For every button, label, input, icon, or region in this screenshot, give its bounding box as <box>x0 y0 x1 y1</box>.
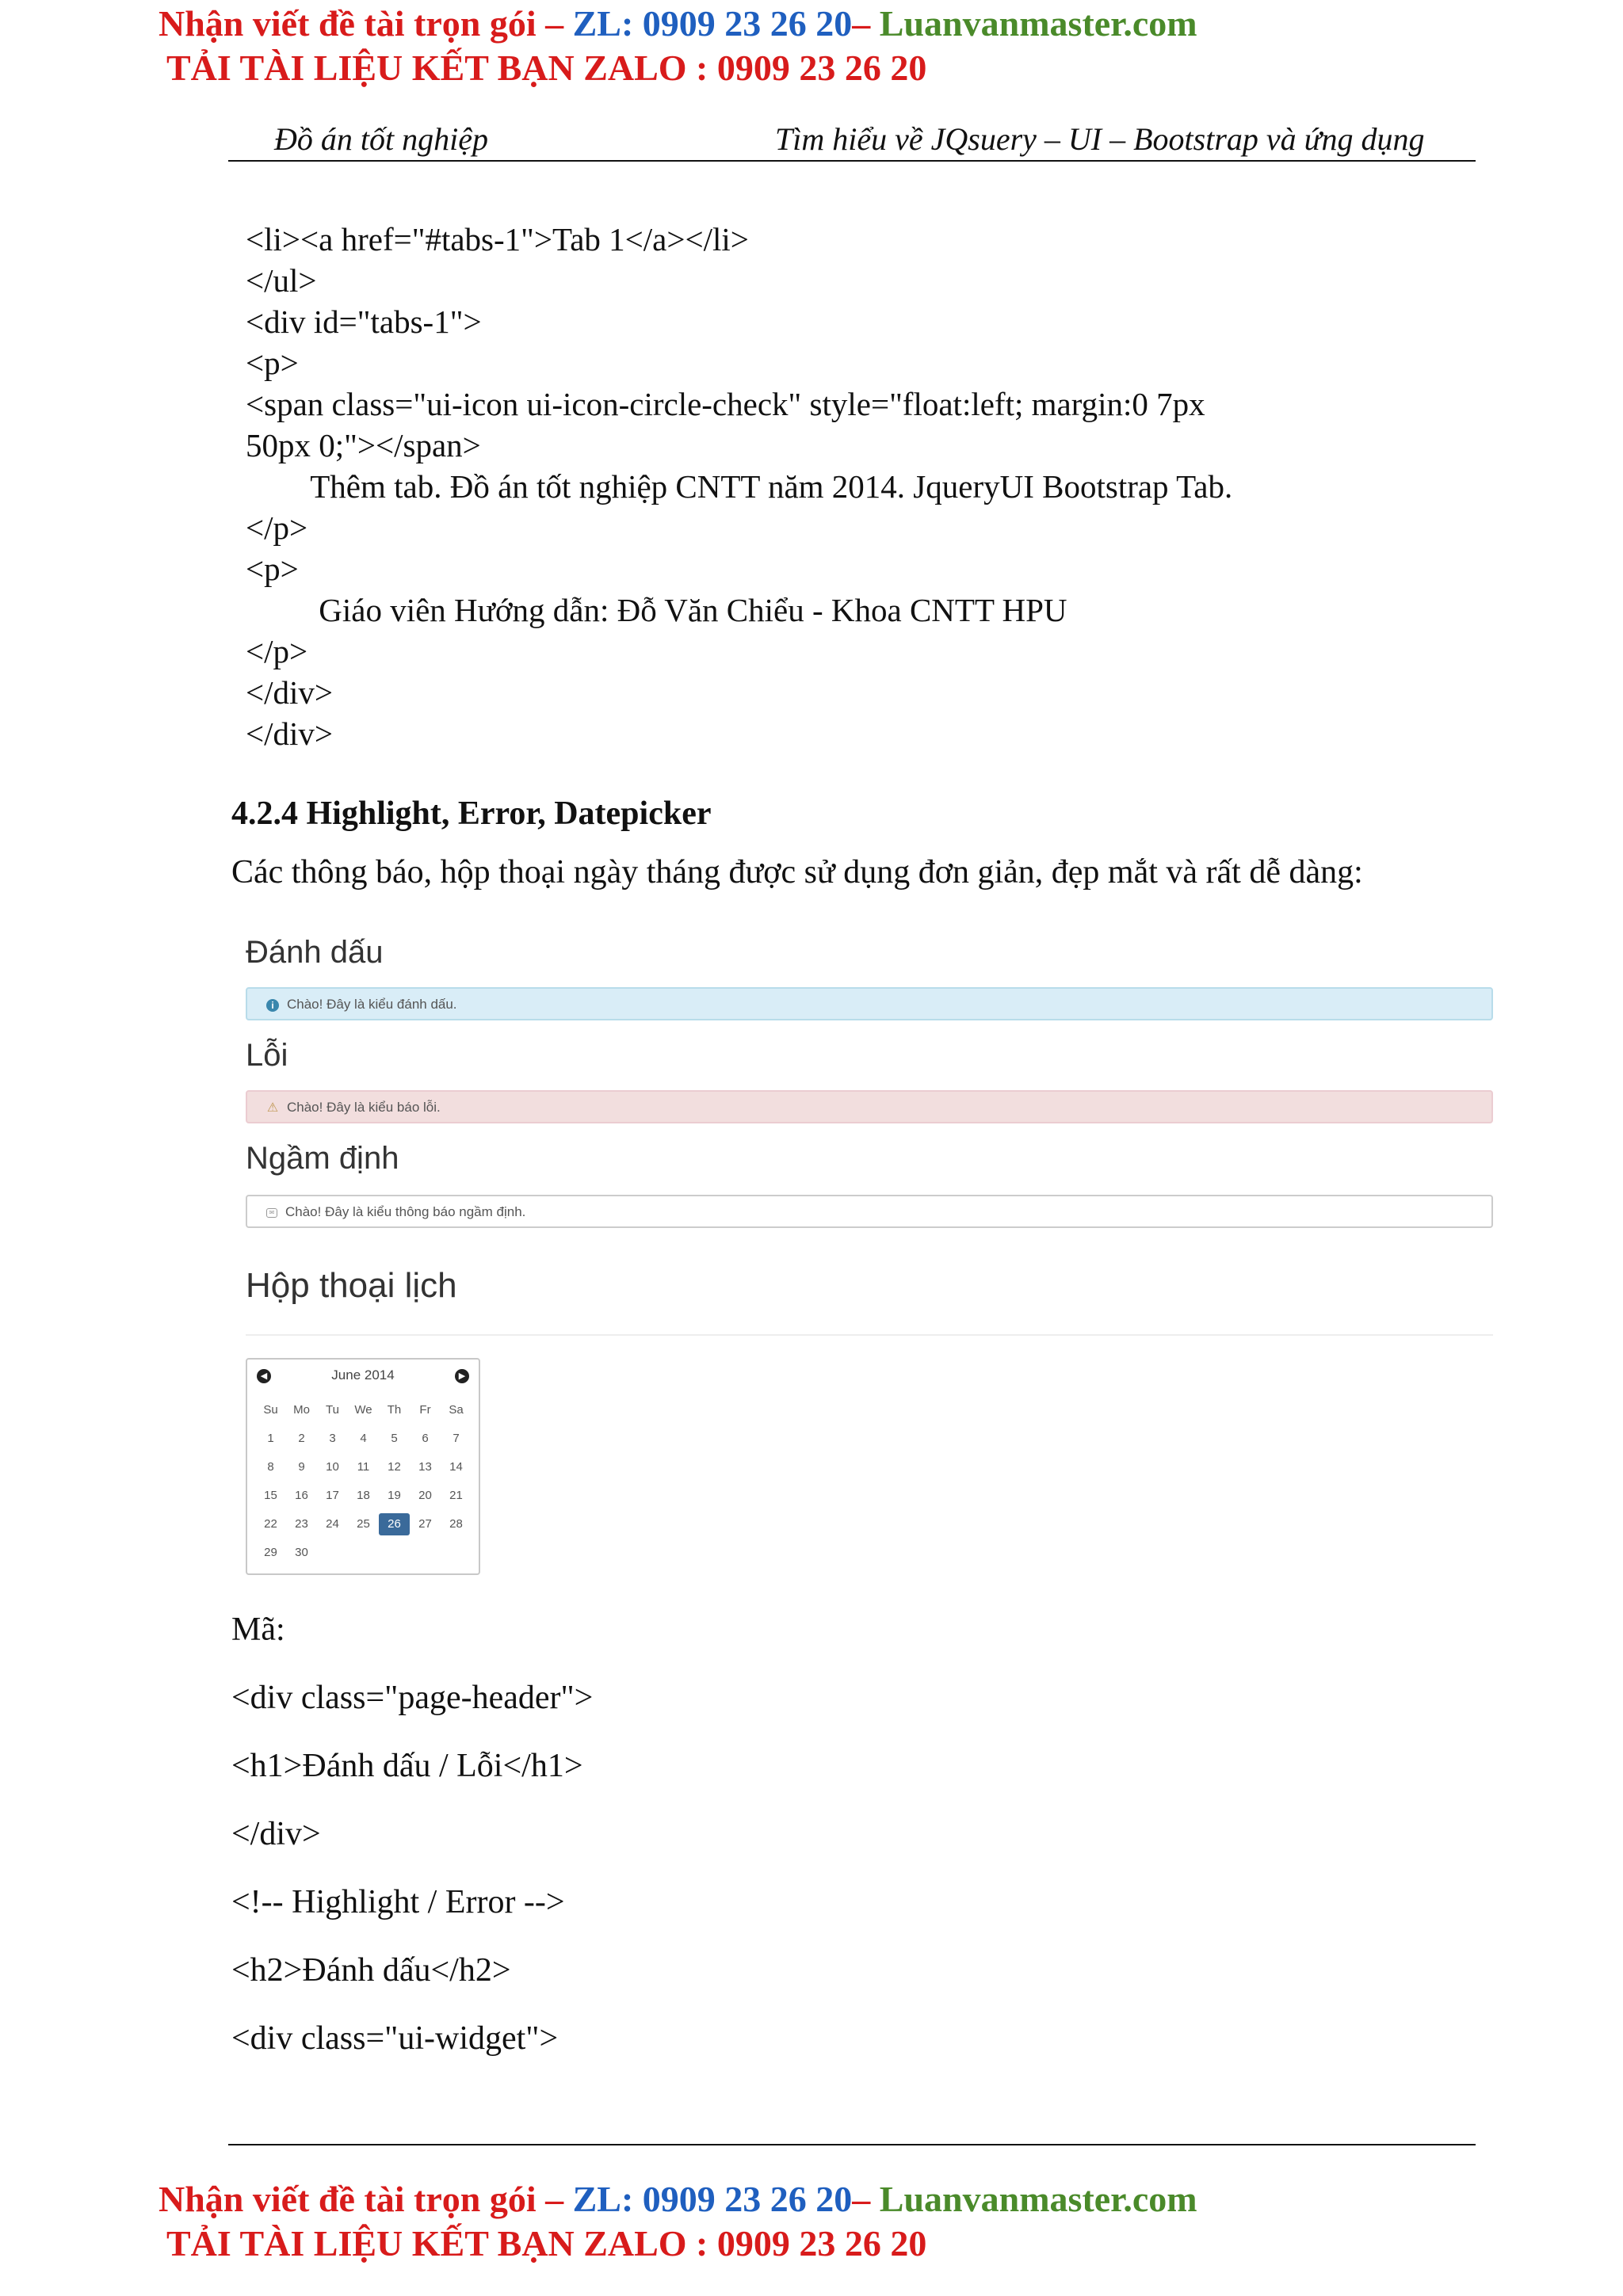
datepicker-weekday: We <box>354 1403 372 1417</box>
datepicker-empty-cell <box>441 1539 472 1567</box>
code-line: Giáo viên Hướng dẫn: Đỗ Văn Chiểu - Khoa CNTT HPU <box>246 592 1067 628</box>
header-rule <box>228 160 1476 162</box>
banner-zalo-number: ZL: 0909 23 26 20 <box>572 3 853 44</box>
code-line: </ul> <box>246 262 317 299</box>
datepicker-day[interactable]: 30 <box>295 1546 308 1559</box>
datepicker <box>246 1358 480 1575</box>
datepicker-day[interactable]: 7 <box>453 1432 460 1445</box>
banner-service-text: Nhận viết đề tài trọn gói <box>158 2179 537 2219</box>
code-line: <span class="ui-icon ui-icon-circle-check" style="float:left; margin:0 7px <box>246 386 1205 422</box>
bottom-banner-line2: TẢI TÀI LIỆU KẾT BẠN ZALO : 0909 23 26 20 <box>166 2223 927 2264</box>
next-month-icon[interactable]: ▶ <box>455 1369 469 1383</box>
datepicker-week-row <box>255 1510 472 1539</box>
datepicker-weekday: Mo <box>293 1403 310 1417</box>
highlight-alert <box>246 987 1493 1020</box>
datepicker-day[interactable]: 29 <box>264 1546 277 1559</box>
code-line: <!-- Highlight / Error --> <box>231 1884 565 1920</box>
section-intro: Các thông báo, hộp thoại ngày tháng được sử dụng đơn giản, đẹp mắt và rất dễ dàng: <box>231 854 1363 891</box>
code-line: <div class="ui-widget"> <box>231 2020 559 2057</box>
datepicker-day[interactable]: 14 <box>449 1460 463 1474</box>
datepicker-empty-cell <box>379 1539 410 1567</box>
datepicker-day[interactable]: 17 <box>326 1489 339 1502</box>
bottom-banner-line1 <box>158 2177 1197 2222</box>
datepicker-day[interactable]: 19 <box>388 1489 401 1502</box>
code-line: </p> <box>246 633 308 669</box>
comment-icon: ✉ <box>266 1208 277 1218</box>
prev-month-icon[interactable]: ◀ <box>257 1369 271 1383</box>
banner-website-link[interactable]: Luanvanmaster.com <box>879 2179 1197 2219</box>
datepicker-day[interactable]: 20 <box>418 1489 432 1502</box>
datepicker-empty-cell <box>317 1539 348 1567</box>
datepicker-day[interactable]: 10 <box>326 1460 339 1474</box>
datepicker-weekday: Tu <box>326 1403 339 1417</box>
default-message: Chào! Đây là kiểu thông báo ngầm định. <box>285 1204 526 1219</box>
datepicker-day[interactable]: 9 <box>298 1460 305 1474</box>
default-alert <box>246 1195 1493 1228</box>
datepicker-day[interactable]: 3 <box>329 1432 336 1445</box>
datepicker-header <box>247 1366 479 1390</box>
datepicker-empty-cell <box>348 1539 379 1567</box>
top-banner-line2: TẢI TÀI LIỆU KẾT BẠN ZALO : 0909 23 26 20 <box>166 48 927 88</box>
datepicker-selected-day[interactable]: 26 <box>379 1513 410 1535</box>
highlight-title: Đánh dấu <box>246 935 384 970</box>
running-header-right: Tìm hiểu về JQsuery – UI – Bootstrap và ứng dụng <box>775 121 1425 157</box>
banner-dash: – <box>852 2179 880 2219</box>
code-line: </div> <box>246 674 334 711</box>
banner-service-text: Nhận viết đề tài trọn gói <box>158 3 537 44</box>
banner-website-link[interactable]: Luanvanmaster.com <box>879 3 1197 44</box>
info-icon: i <box>266 999 279 1012</box>
datepicker-day[interactable]: 15 <box>264 1489 277 1502</box>
datepicker-grid <box>255 1396 472 1567</box>
datepicker-day[interactable]: 27 <box>418 1517 432 1531</box>
datepicker-week-row <box>255 1482 472 1510</box>
datepicker-day[interactable]: 23 <box>295 1517 308 1531</box>
datepicker-day[interactable]: 1 <box>267 1432 274 1445</box>
datepicker-day[interactable]: 25 <box>357 1517 370 1531</box>
warning-icon: ⚠ <box>266 1100 279 1115</box>
datepicker-week-row <box>255 1453 472 1482</box>
datepicker-weekday: Sa <box>449 1403 464 1417</box>
error-title: Lỗi <box>246 1038 288 1073</box>
highlight-message: Chào! Đây là kiểu đánh dấu. <box>287 997 457 1012</box>
datepicker-weekday: Th <box>387 1403 402 1417</box>
code-line: Thêm tab. Đồ án tốt nghiệp CNTT năm 2014. JqueryUI Bootstrap Tab. <box>246 468 1233 505</box>
datepicker-day[interactable]: 24 <box>326 1517 339 1531</box>
datepicker-day[interactable]: 2 <box>298 1432 305 1445</box>
code-line: </div> <box>231 1816 321 1852</box>
datepicker-day[interactable]: 22 <box>264 1517 277 1531</box>
datepicker-week-row <box>255 1539 472 1567</box>
datepicker-day[interactable]: 8 <box>267 1460 274 1474</box>
datepicker-day[interactable]: 5 <box>391 1432 398 1445</box>
datepicker-day[interactable]: 6 <box>422 1432 429 1445</box>
datepicker-weekday: Su <box>263 1403 278 1417</box>
code-line: <div class="page-header"> <box>231 1680 594 1716</box>
code-line: <div id="tabs-1"> <box>246 303 482 340</box>
code-line: <h2>Đánh dấu</h2> <box>231 1952 511 1989</box>
calendar-title: Hộp thoại lịch <box>246 1266 457 1305</box>
code-line: </div> <box>246 715 334 752</box>
code-line: <p> <box>246 551 299 587</box>
datepicker-day[interactable]: 12 <box>388 1460 401 1474</box>
banner-zalo-number: ZL: 0909 23 26 20 <box>572 2179 853 2219</box>
datepicker-day[interactable]: 4 <box>360 1432 367 1445</box>
datepicker-day[interactable]: 16 <box>295 1489 308 1502</box>
code-line: <p> <box>246 345 299 381</box>
running-header-left: Đồ án tốt nghiệp <box>274 121 488 157</box>
datepicker-weekday-row <box>255 1396 472 1425</box>
default-title: Ngầm định <box>246 1141 399 1176</box>
banner-dash: – <box>536 3 573 44</box>
banner-dash: – <box>536 2179 573 2219</box>
datepicker-empty-cell <box>410 1539 441 1567</box>
datepicker-day[interactable]: 13 <box>418 1460 432 1474</box>
section-heading: 4.2.4 Highlight, Error, Datepicker <box>231 795 712 832</box>
calendar-title-rule <box>246 1334 1493 1336</box>
datepicker-day[interactable]: 28 <box>449 1517 463 1531</box>
code-line: 50px 0;"></span> <box>246 427 481 463</box>
datepicker-day[interactable]: 11 <box>357 1460 370 1474</box>
footer-rule <box>228 2144 1476 2145</box>
datepicker-day[interactable]: 18 <box>357 1489 370 1502</box>
datepicker-day[interactable]: 21 <box>449 1489 463 1502</box>
code-label: Mã: <box>231 1611 285 1648</box>
code-line: </p> <box>246 509 308 546</box>
datepicker-weekday: Fr <box>419 1403 431 1417</box>
datepicker-month: June 2014 <box>331 1367 395 1383</box>
banner-dash: – <box>852 3 880 44</box>
datepicker-week-row <box>255 1425 472 1453</box>
code-line: <h1>Đánh dấu / Lỗi</h1> <box>231 1748 583 1784</box>
code-line: <li><a href="#tabs-1">Tab 1</a></li> <box>246 221 749 257</box>
top-banner-line1 <box>158 2 1197 46</box>
error-message: Chào! Đây là kiểu báo lỗi. <box>287 1100 441 1115</box>
error-alert <box>246 1090 1493 1123</box>
